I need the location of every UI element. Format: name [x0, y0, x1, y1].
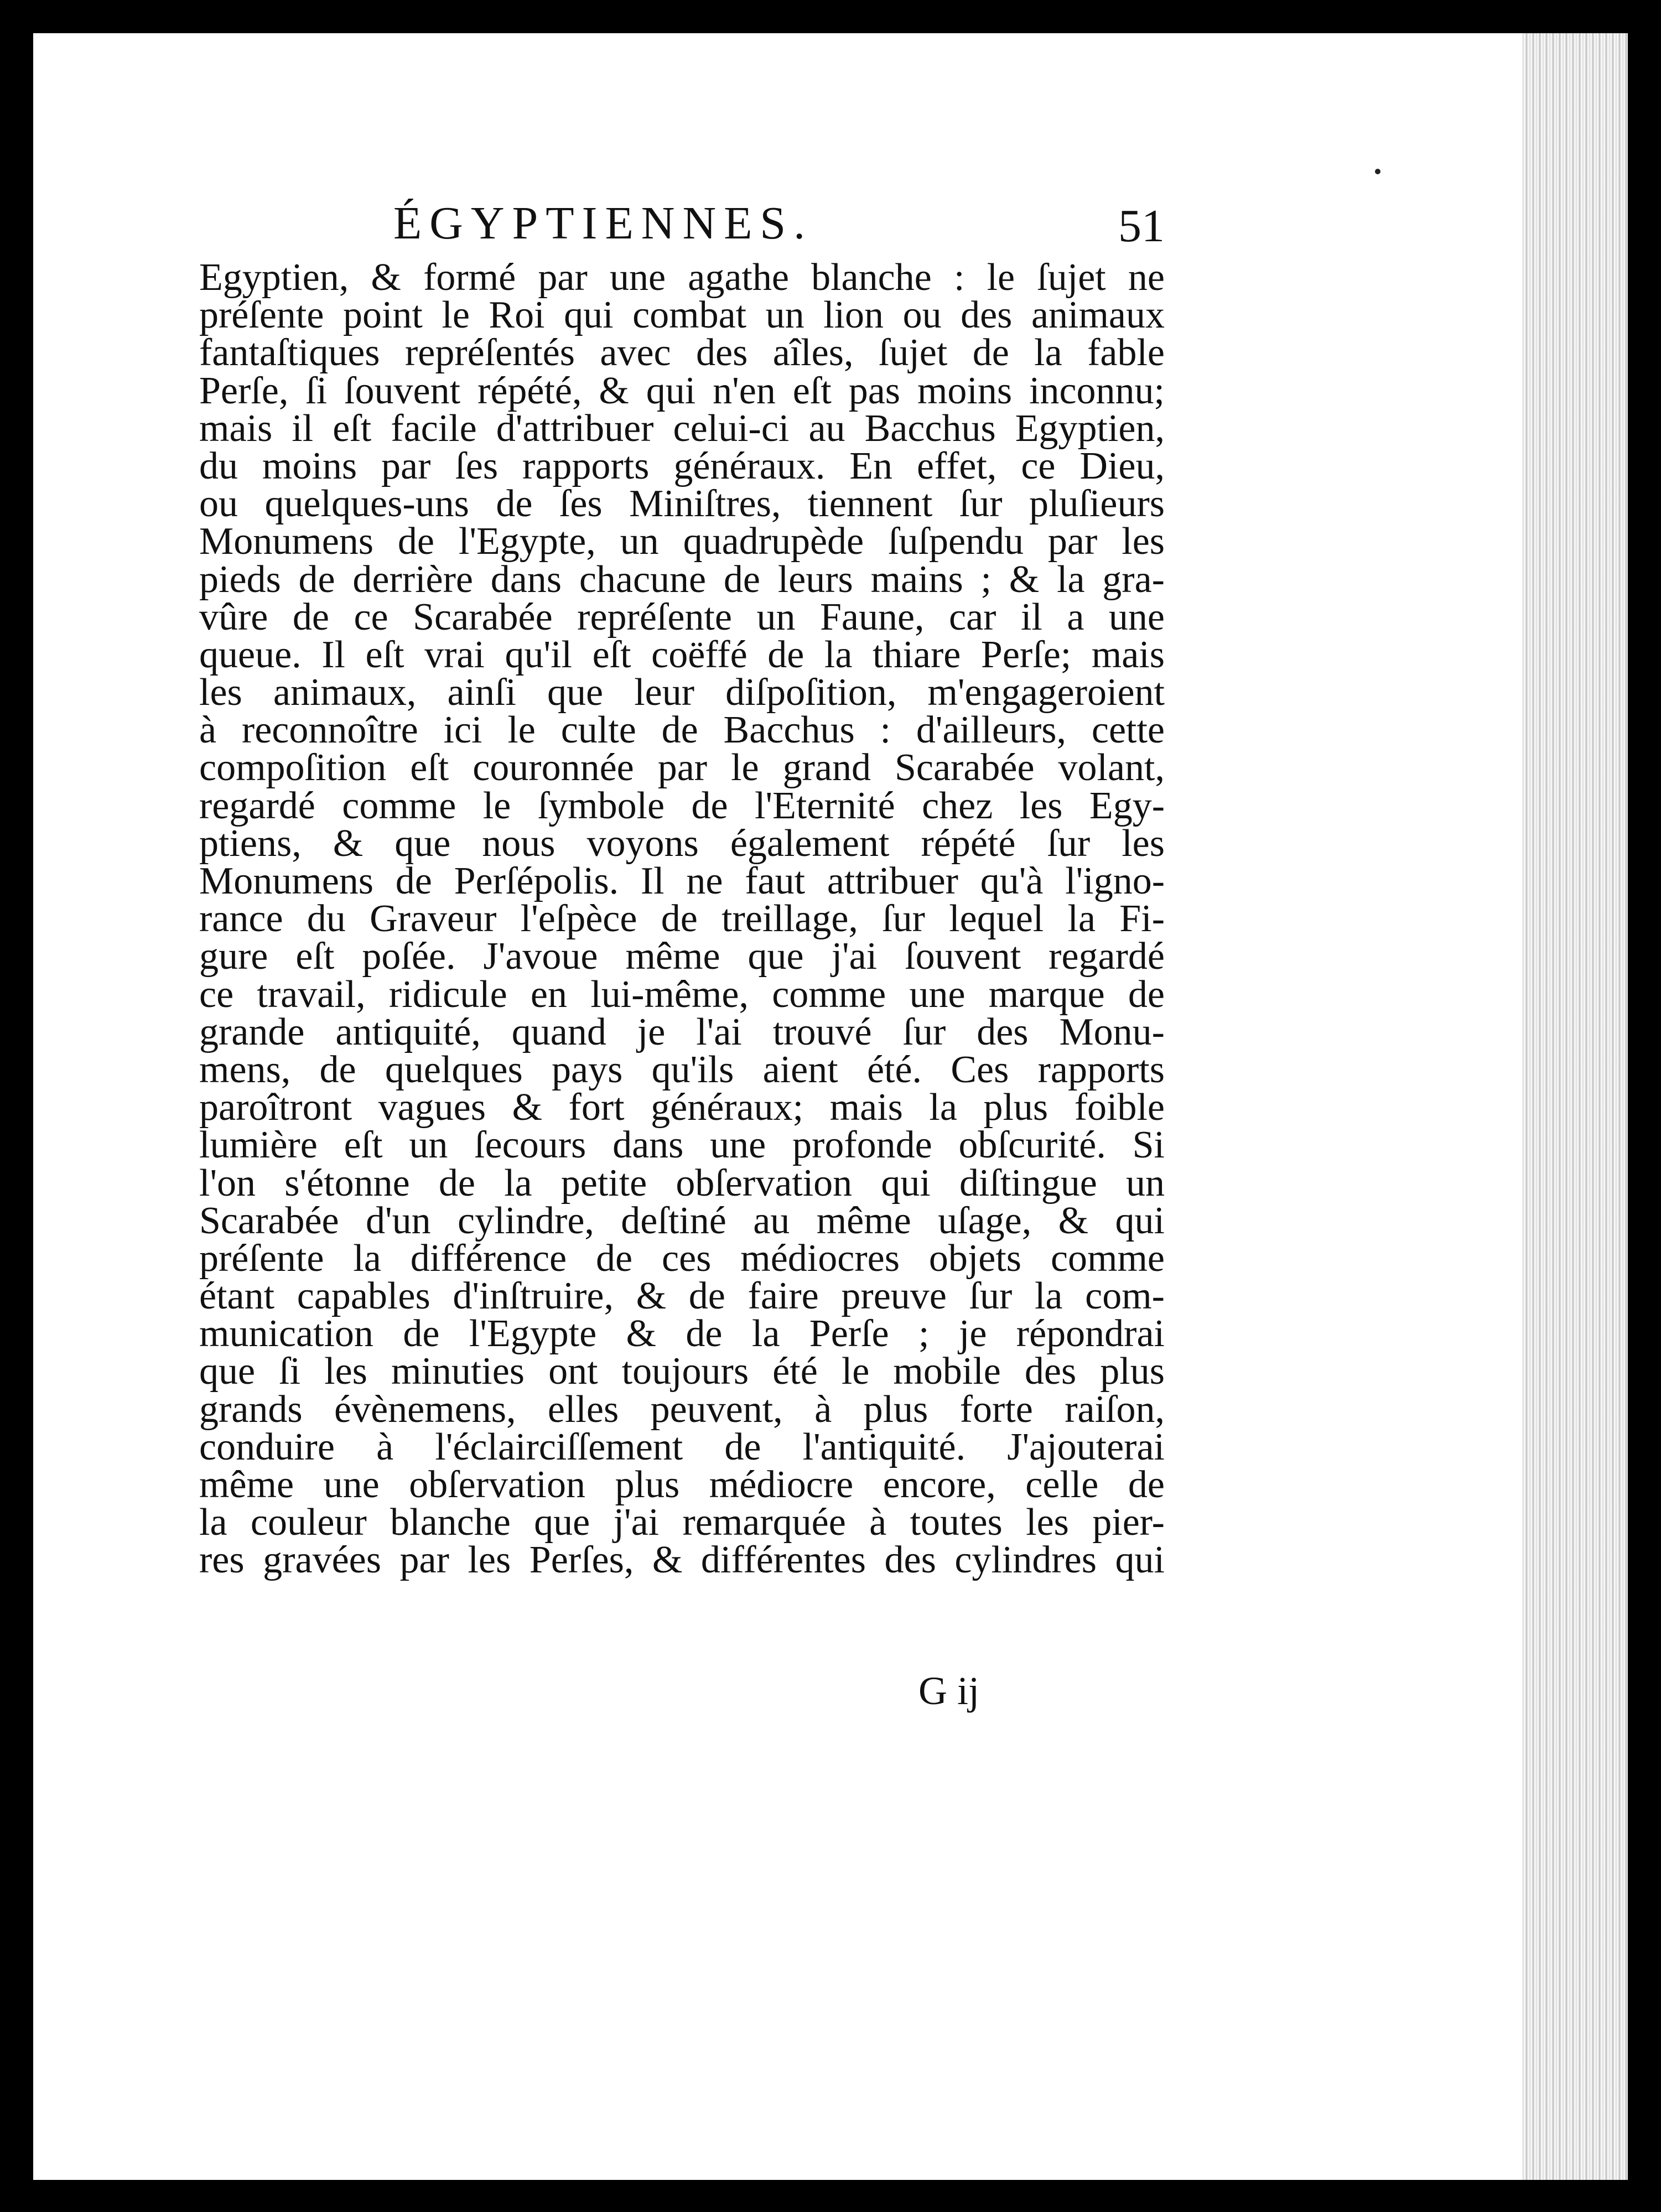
text-line: conduire à l'éclairciſſement de l'antiquité. J'ajouterai	[199, 1425, 1165, 1468]
text-line: vûre de ce Scarabée repréſente un Faune, car il a une	[199, 595, 1165, 638]
text-line: grande antiquité, quand je l'ai trouvé ſur des Monu-	[199, 1010, 1165, 1053]
text-line: ptiens, & que nous voyons également répété ſur les	[199, 822, 1165, 865]
running-head: ÉGYPTIENNES.	[393, 198, 813, 249]
text-line: à reconnoître ici le culte de Bacchus : d'ailleurs, cette	[199, 709, 1165, 752]
text-line: étant capables d'inſtruire, & de faire preuve ſur la com-	[199, 1275, 1165, 1318]
text-line: Monumens de Perſépolis. Il ne faut attribuer qu'à l'igno-	[199, 860, 1165, 902]
text-line: grands évènemens, elles peuvent, à plus forte raiſon,	[199, 1388, 1165, 1431]
text-line: que ſi les minuties ont toujours été le mobile des plus	[199, 1350, 1165, 1393]
book-page	[33, 33, 1522, 2180]
text-line: les animaux, ainſi que leur diſpoſition, m'engageroient	[199, 671, 1165, 714]
text-line: l'on s'étonne de la petite obſervation qui diſtingue un	[199, 1161, 1165, 1204]
text-line: mais il eſt facile d'attribuer celui-ci au Bacchus Egyptien,	[199, 407, 1165, 450]
text-line: du moins par ſes rapports généraux. En effet, ce Dieu,	[199, 444, 1165, 487]
page-number: 51	[1118, 200, 1165, 252]
ink-speck	[1375, 169, 1380, 174]
text-line: res gravées par les Perſes, & différentes des cylindres qui	[199, 1539, 1165, 1582]
text-line: Egyptien, & formé par une agathe blanche : le ſujet ne	[199, 256, 1165, 299]
text-line: lumière eſt un ſecours dans une profonde obſcurité. Si	[199, 1124, 1165, 1167]
text-line: compoſition eſt couronnée par le grand Scarabée volant,	[199, 746, 1165, 790]
text-line: Perſe, ſi ſouvent répété, & qui n'en eſt pas moins inconnu;	[199, 369, 1165, 412]
text-line: la couleur blanche que j'ai remarquée à toutes les pier-	[199, 1501, 1165, 1544]
text-line: paroîtront vagues & fort généraux; mais la plus foible	[199, 1086, 1165, 1129]
text-line: rance du Graveur l'eſpèce de treillage, ſur lequel la Fi-	[199, 897, 1165, 941]
text-line: préſente la différence de ces médiocres objets comme	[199, 1237, 1165, 1280]
text-line: ce travail, ridicule en lui-même, comme une marque de	[199, 973, 1165, 1016]
page-edge	[1522, 33, 1628, 2180]
text-line: préſente point le Roi qui combat un lion ou des animaux	[199, 294, 1165, 337]
text-line: gure eſt poſée. J'avoue même que j'ai ſouvent regardé	[199, 935, 1165, 978]
text-line: fantaſtiques repréſentés avec des aîles, ſujet de la fable	[199, 331, 1165, 375]
signature-mark: G ij	[918, 1669, 980, 1713]
text-line: ou quelques-uns de ſes Miniſtres, tiennent ſur pluſieurs	[199, 482, 1165, 526]
text-line: même une obſervation plus médiocre encore, celle de	[199, 1463, 1165, 1506]
text-line: regardé comme le ſymbole de l'Eternité chez les Egy-	[199, 784, 1165, 827]
text-line: pieds de derrière dans chacune de leurs mains ; & la gra-	[199, 558, 1165, 601]
body-text	[199, 256, 1165, 1582]
text-line: Scarabée d'un cylindre, deſtiné au même uſage, & qui	[199, 1199, 1165, 1242]
text-line: queue. Il eſt vrai qu'il eſt coëffé de la thiare Perſe; mais	[199, 633, 1165, 676]
text-line: munication de l'Egypte & de la Perſe ; je répondrai	[199, 1312, 1165, 1356]
text-line: mens, de quelques pays qu'ils aient été. Ces rapports	[199, 1048, 1165, 1091]
text-line: Monumens de l'Egypte, un quadrupède ſuſpendu par les	[199, 520, 1165, 563]
